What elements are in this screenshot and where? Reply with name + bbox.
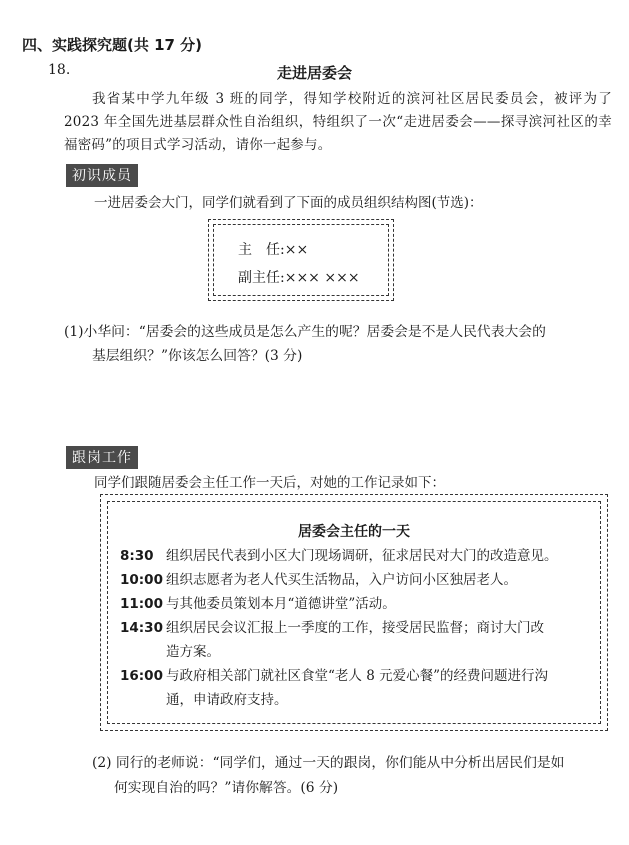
org-deputy-director: 副主任:××× ××× bbox=[238, 270, 360, 286]
log-entry-text: 与政府相关部门就社区食堂“老人 8 元爱心餐”的经费问题进行沟 bbox=[166, 668, 548, 684]
log-entry-time: 8:30 bbox=[120, 548, 154, 564]
log-entry-time: 16:00 bbox=[120, 668, 163, 684]
question-number: 18. bbox=[48, 62, 71, 78]
part1-text: 一进居委会大门，同学们就看到了下面的成员组织结构图(节选)： bbox=[94, 195, 483, 211]
log-entry-text-continued: 造方案。 bbox=[166, 644, 220, 660]
log-entry bbox=[120, 568, 590, 592]
question-2-line1: (2) 同行的老师说：“同学们，通过一天的跟岗，你们能从中分析出居民们是如 bbox=[92, 755, 565, 771]
question-2-line2: 何实现自治的吗？”请你解答。(6 分) bbox=[114, 780, 339, 796]
tag-meet-members: 初识成员 bbox=[66, 164, 138, 187]
org-director: 主 任:×× bbox=[238, 242, 309, 258]
log-entry bbox=[120, 592, 590, 616]
question-intro: 我省某中学九年级 3 班的同学，得知学校附近的滨河社区居民委员会，被评为了 2023 年全国先进基层群众性自治组织，特组织了一次“走进居委会——探寻滨河社区的幸福密码”的项目式学习活动，请你一起参与。 bbox=[64, 91, 612, 153]
log-entry-time: 14:30 bbox=[120, 620, 163, 636]
tag-job-shadowing: 跟岗工作 bbox=[66, 446, 138, 469]
log-entry bbox=[120, 616, 590, 664]
question-2 bbox=[92, 751, 614, 801]
question-1 bbox=[64, 320, 612, 368]
question-title: 走进居委会 bbox=[276, 64, 352, 82]
log-entry-time: 11:00 bbox=[120, 596, 163, 612]
work-log-box bbox=[100, 494, 608, 731]
log-entry bbox=[120, 664, 590, 712]
log-entry-text: 与其他委员策划本月“道德讲堂”活动。 bbox=[166, 596, 396, 612]
log-entry-text: 组织志愿者为老人代买生活物品，入户访问小区独居老人。 bbox=[166, 572, 517, 588]
part2-text: 同学们跟随居委会主任工作一天后，对她的工作记录如下： bbox=[94, 475, 445, 491]
question-1-line2: 基层组织？”你该怎么回答？(3 分) bbox=[92, 348, 303, 364]
work-log-inner-border bbox=[107, 501, 601, 724]
log-entry-text: 组织居民会议汇报上一季度的工作，接受居民监督；商讨大门改 bbox=[166, 620, 544, 636]
log-entry-text-continued: 通，申请政府支持。 bbox=[166, 692, 288, 708]
section-heading: 四、实践探究题(共 17 分) bbox=[22, 36, 203, 54]
work-log-title: 居委会主任的一天 bbox=[298, 524, 410, 540]
log-entry-time: 10:00 bbox=[120, 572, 163, 588]
log-entry bbox=[120, 544, 590, 568]
question-1-line1: (1)小华问：“居委会的这些成员是怎么产生的呢？居委会是不是人民代表大会的 bbox=[64, 324, 546, 340]
log-entry-text: 组织居民代表到小区大门现场调研，征求居民对大门的改造意见。 bbox=[166, 548, 558, 564]
org-chart bbox=[208, 219, 394, 301]
org-chart-inner-border bbox=[213, 224, 389, 296]
